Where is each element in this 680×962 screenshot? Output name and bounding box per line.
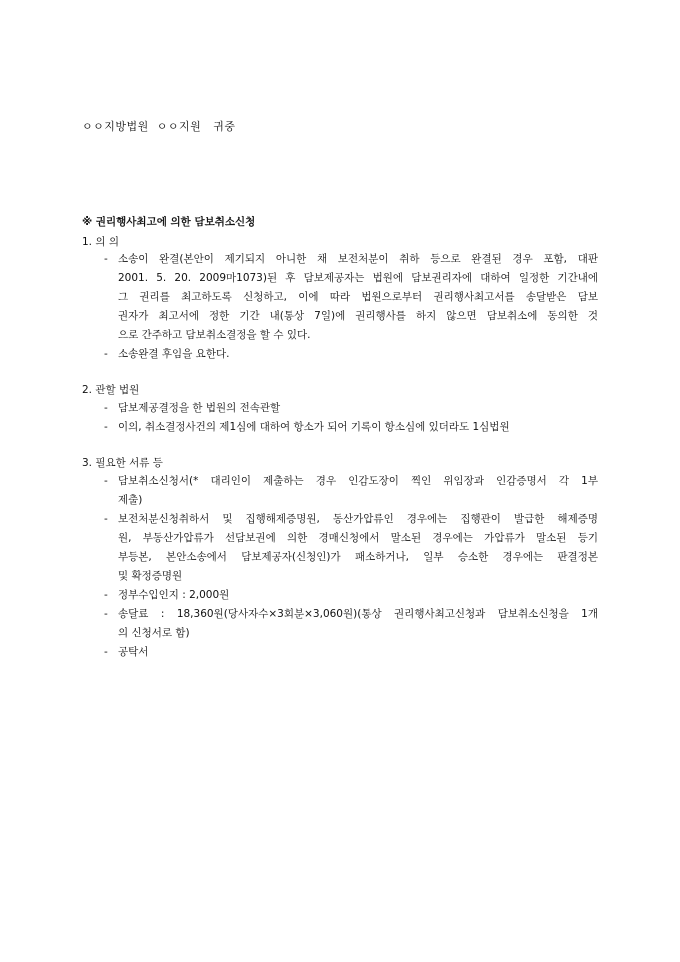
paragraph-line: 담보취소신청서(* 대리인이 제출하는 경우 인감도장이 찍인 위임장과 인감증명서 각 1부 bbox=[118, 475, 598, 487]
dash-marker: - bbox=[104, 253, 108, 265]
paragraph-line: 담보제공결정을 한 법원의 전속관할 bbox=[118, 402, 281, 414]
paragraph-line: 송달료 : 18,360원(당사자수×3회분×3,060원)(통상 권리행사최고신청과 담보취소신청을 1개 bbox=[118, 608, 598, 620]
paragraph-line: 으로 간주하고 담보취소결정을 할 수 있다. bbox=[118, 329, 311, 341]
paragraph-line: 권자가 최고서에 정한 기간 내(통상 7일)에 권리행사를 하지 않으면 담보취소에 동의한 것 bbox=[118, 310, 598, 322]
paragraph-line: 공탁서 bbox=[118, 646, 149, 658]
paragraph-line: 소송완결 후임을 요한다. bbox=[118, 348, 230, 360]
dash-marker: - bbox=[104, 421, 108, 433]
paragraph-line: 제출) bbox=[118, 494, 143, 506]
paragraph-line: 부등본, 본안소송에서 담보제공자(신청인)가 패소하거나, 일부 승소한 경우에는 판결정본 bbox=[118, 551, 598, 563]
paragraph-line: 및 확정증명원 bbox=[118, 570, 183, 582]
dash-marker: - bbox=[104, 475, 108, 487]
paragraph-line: 소송이 완결(본안이 제기되지 아니한 채 보전처분이 취하 등으로 완결된 경우 포함, 대판 bbox=[118, 253, 598, 265]
paragraph-line: 2001. 5. 20. 2009마1073)된 후 담보제공자는 법원에 담보권리자에 대하여 일정한 기간내에 bbox=[118, 272, 598, 284]
document-title: ※ 권리행사최고에 의한 담보취소신청 bbox=[82, 216, 256, 228]
dash-marker: - bbox=[104, 402, 108, 414]
dash-marker: - bbox=[104, 513, 108, 525]
paragraph-line: 그 권리를 최고하도록 신청하고, 이에 따라 법원으로부터 권리행사최고서를 송달받은 담보 bbox=[118, 291, 598, 303]
section-heading: 3. 필요한 서류 등 bbox=[82, 457, 163, 469]
paragraph-line: 원, 부동산가압류가 선담보권에 의한 경매신청에서 말소된 경우에는 가압류가 말소된 등기 bbox=[118, 532, 598, 544]
paragraph-line: 정부수입인지 : 2,000원 bbox=[118, 589, 230, 601]
dash-marker: - bbox=[104, 646, 108, 658]
dash-marker: - bbox=[104, 589, 108, 601]
dash-marker: - bbox=[104, 608, 108, 620]
paragraph-line: 보전처분신청취하서 및 집행해제증명원, 동산가압류인 경우에는 집행관이 발급한 해제증명 bbox=[118, 513, 598, 525]
court-addressee: ㅇㅇ지방법원 ㅇㅇ지원 귀중 bbox=[82, 120, 236, 133]
section-heading: 1. 의 의 bbox=[82, 236, 119, 248]
section-heading: 2. 관할 법원 bbox=[82, 384, 140, 396]
dash-marker: - bbox=[104, 348, 108, 360]
paragraph-line: 이의, 취소결정사건의 제1심에 대하여 항소가 되어 기록이 항소심에 있더라도 1심법원 bbox=[118, 421, 510, 433]
paragraph-line: 의 신청서로 함) bbox=[118, 627, 190, 639]
